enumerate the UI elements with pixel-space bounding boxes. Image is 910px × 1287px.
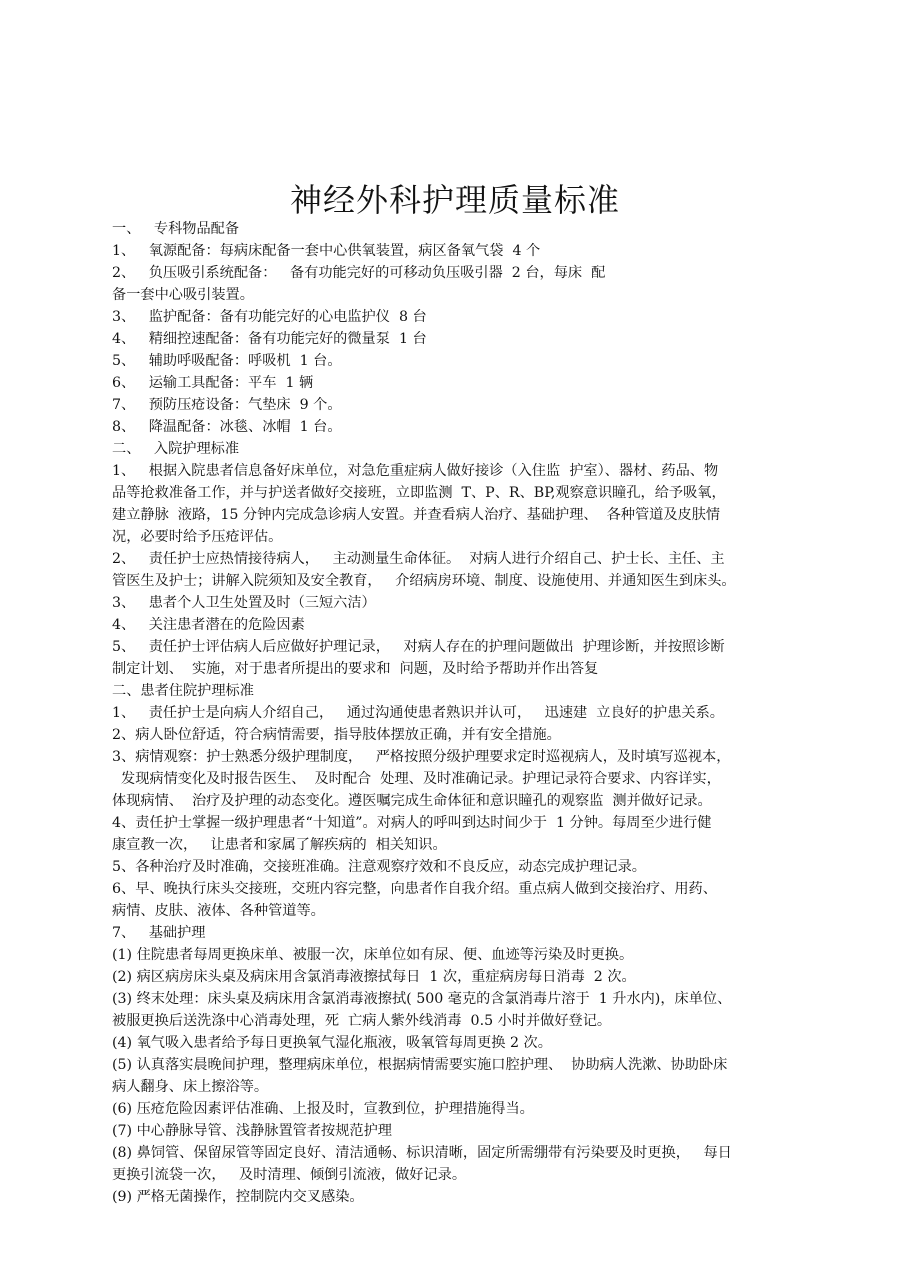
text-line: (1) 住院患者每周更换床单、被服一次，床单位如有尿、便、血迹等污染及时更换。 [112, 947, 634, 963]
text-line: 3、病情观察：护士熟悉分级护理制度， 严格按照分级护理要求定时巡视病人，及时填写巡视本， [112, 749, 731, 765]
text-line: 4、 精细控速配备：备有功能完好的微量泵 1 台 [112, 331, 427, 347]
text-line: 一、 专科物品配备 [112, 221, 240, 237]
text-line: 备一套中心吸引装置。 [112, 287, 254, 303]
text-line: 建立静脉 液路，15 分钟内完成急诊病人安置。并查看病人治疗、基础护理、 各种管道及皮肤情 [112, 507, 721, 523]
text-line: (6) 压疮危险因素评估准确、上报及时，宣教到位，护理措施得当。 [112, 1101, 534, 1117]
text-line: 管医生及护士；讲解入院须知及安全教育， 介绍病房环境、制度、设施使用、并通知医生到床头。 [112, 573, 736, 589]
text-line: 3、 患者个人卫生处置及时（三短六洁） [112, 595, 376, 611]
text-line: 3、 监护配备：备有功能完好的心电监护仪 8 台 [112, 309, 427, 325]
text-line: 1、 根据入院患者信息备好床单位，对急危重症病人做好接诊（入住监 护室）、器材、药品、物 [112, 463, 719, 479]
text-line: 7、 基础护理 [112, 925, 206, 941]
text-line: 体现病情、 治疗及护理的动态变化。遵医嘱完成生命体征和意识瞳孔的观察监 测并做好记录。 [112, 793, 712, 809]
text-line: 2、 责任护士应热情接待病人， 主动测量生命体征。 对病人进行介绍自己、护士长、主任、主 [112, 551, 725, 567]
text-line: 5、 辅助呼吸配备：呼吸机 1 台。 [112, 353, 342, 369]
text-line: (4) 氧气吸入患者给予每日更换氧气湿化瓶液，吸氧管每周更换 2 次。 [112, 1035, 552, 1051]
text-line: 6、 运输工具配备：平车 1 辆 [112, 375, 314, 391]
text-line: 品等抢救准备工作，并与护送者做好交接班，立即监测 T、P、R、BP,观察意识瞳孔，给予吸氧， [112, 485, 726, 501]
text-line: (9) 严格无菌操作，控制院内交叉感染。 [112, 1189, 364, 1205]
text-line: 2、 负压吸引系统配备： 备有功能完好的可移动负压吸引器 2 台，每床 配 [112, 265, 606, 281]
text-line: (7) 中心静脉导管、浅静脉置管者按规范护理 [112, 1123, 392, 1139]
text-line: 1、 氧源配备：每病床配备一套中心供氧装置，病区备氧气袋 4 个 [112, 243, 541, 259]
text-line: 康宣教一次， 让患者和家属了解疾病的 相关知识。 [112, 837, 447, 853]
text-line: 发现病情变化及时报告医生、 及时配合 处理、及时准确记录。护理记录符合要求、内容详实， [112, 771, 721, 787]
text-line: 5、各种治疗及时准确，交接班准确。注意观察疗效和不良反应，动态完成护理记录。 [112, 859, 646, 875]
text-line: 4、 关注患者潜在的危险因素 [112, 617, 305, 633]
document-title: 神经外科护理质量标准 [289, 181, 620, 219]
text-line: 制定计划、 实施，对于患者所提出的要求和 问题，及时给予帮助并作出答复 [112, 661, 599, 677]
text-line: 况，必要时给予压疮评估。 [112, 529, 283, 545]
text-line: 1、 责任护士是向病人介绍自己， 通过沟通使患者熟识并认可， 迅速建 立良好的护患关系。 [112, 705, 724, 721]
document-body [112, 218, 802, 1208]
text-line: 被服更换后送洗涤中心消毒处理，死 亡病人紫外线消毒 0.5 小时并做好登记。 [112, 1013, 612, 1029]
text-line: 病人翻身、床上擦浴等。 [112, 1079, 269, 1095]
text-line: (8) 鼻饲管、保留尿管等固定良好、清洁通畅、标识清晰，固定所需绷带有污染要及时更换， 每日 [112, 1145, 732, 1161]
text-line: 6、早、晚执行床头交接班，交班内容完整，向患者作自我介绍。重点病人做到交接治疗、用药、 [112, 881, 717, 897]
text-line: 4、责任护士掌握一级护理患者“十知道”。对病人的呼叫到达时间少于 1 分钟。每周至少进行健 [112, 815, 712, 831]
text-line: 5、 责任护士评估病人后应做好护理记录， 对病人存在的护理问题做出 护理诊断，并按照诊断 [112, 639, 725, 655]
text-line: 2、病人卧位舒适，符合病情需要，指导肢体摆放正确，并有安全措施。 [112, 727, 561, 743]
text-line: 二、 入院护理标准 [112, 441, 240, 457]
text-line: (2) 病区病房床头桌及病床用含氯消毒液擦拭每日 1 次，重症病房每日消毒 2 次。 [112, 969, 636, 985]
text-line: 7、 预防压疮设备：气垫床 9 个。 [112, 397, 342, 413]
text-line: 更换引流袋一次， 及时清理、倾倒引流液，做好记录。 [112, 1167, 467, 1183]
text-line: (5) 认真落实晨晚间护理，整理病床单位，根据病情需要实施口腔护理、 协助病人洗漱、协助卧床 [112, 1057, 728, 1073]
text-line: (3) 终末处理：床头桌及病床用含氯消毒液擦拭( 500 毫克的含氯消毒片溶于 1 升水内)，床单位、 [112, 991, 732, 1007]
text-line: 病情、皮肤、液体、各种管道等。 [112, 903, 325, 919]
text-line: 二、患者住院护理标准 [112, 683, 254, 699]
text-line: 8、 降温配备：冰毯、冰帽 1 台。 [112, 419, 342, 435]
